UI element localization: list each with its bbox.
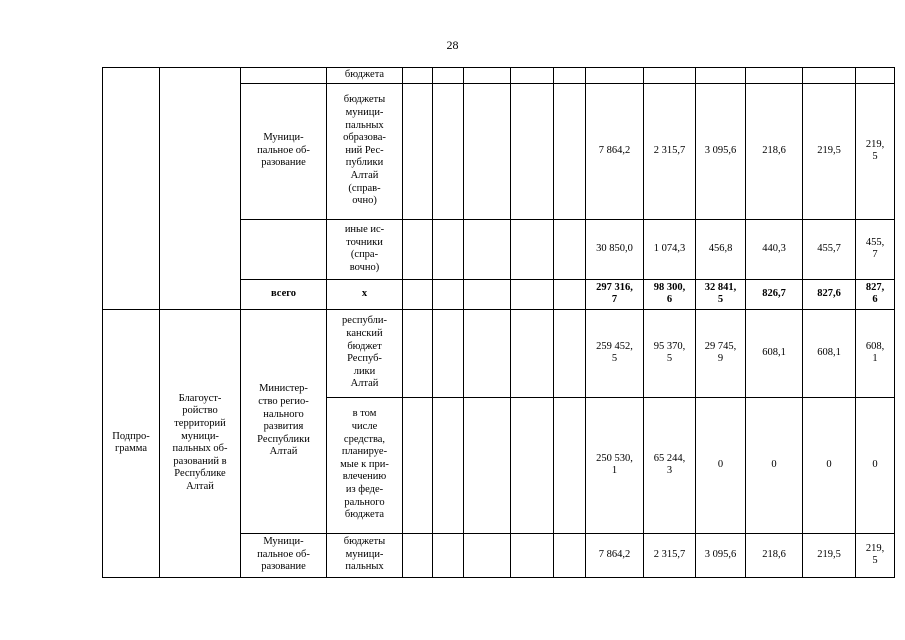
- value-cell: 827,6: [803, 279, 856, 309]
- value-cell: [554, 533, 586, 577]
- table-row: [103, 68, 895, 84]
- value-cell: [856, 68, 895, 84]
- value-cell: 2 315,7: [644, 533, 696, 577]
- value-cell: 219,5: [803, 83, 856, 219]
- value-cell: [803, 68, 856, 84]
- value-cell: [403, 533, 433, 577]
- value-cell: [403, 397, 433, 533]
- table-row: [103, 309, 895, 397]
- value-cell: [403, 309, 433, 397]
- value-cell: [433, 533, 464, 577]
- value-cell: [511, 68, 554, 84]
- value-cell: [554, 68, 586, 84]
- name-cell-empty: [160, 68, 241, 310]
- value-cell: 30 850,0: [586, 219, 644, 279]
- source-cell: в том числе средства, планируе- мые к при- влечению из феде- рального бюджета: [327, 397, 403, 533]
- executor-cell-empty: [241, 219, 327, 279]
- value-cell: [554, 397, 586, 533]
- value-cell: [644, 68, 696, 84]
- status-cell: Подпро- грамма: [103, 309, 160, 577]
- value-cell: 32 841, 5: [696, 279, 746, 309]
- value-cell: 826,7: [746, 279, 803, 309]
- value-cell: [696, 68, 746, 84]
- value-cell: [403, 219, 433, 279]
- value-cell: 98 300, 6: [644, 279, 696, 309]
- executor-cell-empty: [241, 68, 327, 84]
- source-cell: иные ис- точники (спра- вочно): [327, 219, 403, 279]
- page-number: 28: [446, 38, 459, 52]
- value-cell: 65 244, 3: [644, 397, 696, 533]
- value-cell: 7 864,2: [586, 533, 644, 577]
- value-cell: 250 530, 1: [586, 397, 644, 533]
- value-cell: 3 095,6: [696, 83, 746, 219]
- value-cell: 0: [746, 397, 803, 533]
- status-cell-empty: [103, 68, 160, 310]
- executor-cell: Муници- пальное об- разование: [241, 83, 327, 219]
- value-cell: [511, 83, 554, 219]
- value-cell: 0: [696, 397, 746, 533]
- source-cell: бюджеты муници- пальных образова- ний Рес- публики Алтай (справ- очно): [327, 83, 403, 219]
- value-cell: 219, 5: [856, 533, 895, 577]
- value-cell: [511, 279, 554, 309]
- executor-cell: Министер- ство регио- нального развития Республики Алтай: [241, 309, 327, 533]
- value-cell: [433, 68, 464, 84]
- value-cell: 455, 7: [856, 219, 895, 279]
- value-cell: [464, 68, 511, 84]
- value-cell: 608,1: [746, 309, 803, 397]
- value-cell: [464, 533, 511, 577]
- value-cell: [586, 68, 644, 84]
- source-cell: бюджеты муници- пальных: [327, 533, 403, 577]
- value-cell: [554, 279, 586, 309]
- value-cell: 218,6: [746, 533, 803, 577]
- value-cell: 1 074,3: [644, 219, 696, 279]
- value-cell: 219,5: [803, 533, 856, 577]
- value-cell: [433, 279, 464, 309]
- value-cell: [511, 397, 554, 533]
- value-cell: [554, 219, 586, 279]
- value-cell: [464, 83, 511, 219]
- value-cell: 219, 5: [856, 83, 895, 219]
- source-cell: республи- канский бюджет Респуб- лики Алтай: [327, 309, 403, 397]
- value-cell: [464, 309, 511, 397]
- value-cell: [403, 83, 433, 219]
- source-cell: х: [327, 279, 403, 309]
- budget-table: [102, 67, 895, 578]
- value-cell: [433, 309, 464, 397]
- value-cell: 455,7: [803, 219, 856, 279]
- value-cell: 29 745, 9: [696, 309, 746, 397]
- value-cell: 0: [856, 397, 895, 533]
- value-cell: 827, 6: [856, 279, 895, 309]
- source-cell: бюджета: [327, 68, 403, 84]
- value-cell: [464, 219, 511, 279]
- name-cell: Благоуст- ройство территорий муници- пальных об- разований в Республике Алтай: [160, 309, 241, 577]
- value-cell: [746, 68, 803, 84]
- value-cell: [433, 219, 464, 279]
- value-cell: 440,3: [746, 219, 803, 279]
- executor-cell: всего: [241, 279, 327, 309]
- value-cell: [511, 533, 554, 577]
- value-cell: 0: [803, 397, 856, 533]
- value-cell: [464, 397, 511, 533]
- value-cell: 259 452, 5: [586, 309, 644, 397]
- value-cell: [433, 397, 464, 533]
- value-cell: [403, 68, 433, 84]
- value-cell: 218,6: [746, 83, 803, 219]
- value-cell: [554, 83, 586, 219]
- value-cell: 7 864,2: [586, 83, 644, 219]
- value-cell: 2 315,7: [644, 83, 696, 219]
- value-cell: [511, 219, 554, 279]
- value-cell: 456,8: [696, 219, 746, 279]
- value-cell: 3 095,6: [696, 533, 746, 577]
- value-cell: 95 370, 5: [644, 309, 696, 397]
- value-cell: 608, 1: [856, 309, 895, 397]
- value-cell: [433, 83, 464, 219]
- value-cell: 608,1: [803, 309, 856, 397]
- executor-cell: Муници- пальное об- разование: [241, 533, 327, 577]
- value-cell: [511, 309, 554, 397]
- value-cell: [554, 309, 586, 397]
- value-cell: [464, 279, 511, 309]
- value-cell: [403, 279, 433, 309]
- value-cell: 297 316, 7: [586, 279, 644, 309]
